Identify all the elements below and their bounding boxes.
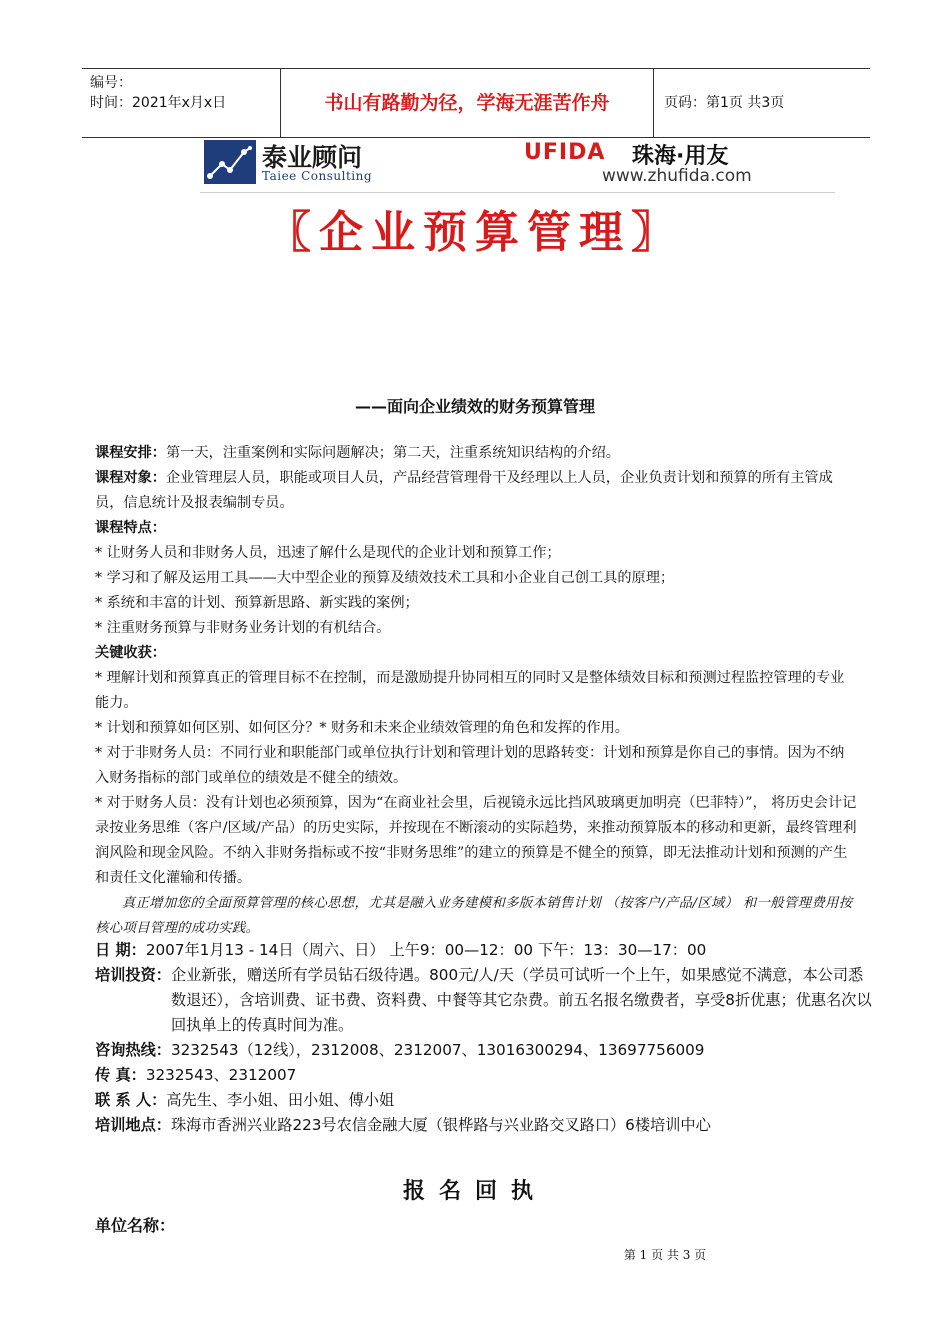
audience-text: 企业管理层人员，职能或项目人员，产品经营管理骨干及经理以上人员，企业负责计划和预算的所有主管成员，信息统计及报表编制专员。 [95,470,833,511]
info-label: 咨询热线： [95,1041,171,1059]
page-title: 〖企业预算管理〗 [267,207,683,258]
header-meta-cell [82,69,281,137]
info-label: 日 期： [95,941,146,959]
gain-item: * 理解计划和预算真正的管理目标不在控制，而是激励提升协同相互的同时又是整体绩效目标和预测过程监控管理的专业能力。 [95,670,845,711]
document-header [82,68,870,138]
feature-item: * 系统和丰富的计划、预算新思路、新实践的案例； [95,595,419,611]
doc-number: 编号： [90,75,132,91]
taiee-logo [204,138,394,186]
training-info [95,938,875,1138]
info-row-date [95,938,875,963]
audience-para [95,466,857,516]
info-value: 2007年1月13 - 14日（周六、日） 上午9：00—12：00 下午：13：30—17：00 [145,941,707,959]
info-row-contacts [95,1088,875,1113]
taiee-logo-icon [204,140,256,184]
info-label: 联 系 人： [95,1091,167,1109]
info-label: 传 真： [95,1066,146,1084]
info-value: 珠海市香洲兴业路223号农信金融大厦（银桦路与兴业路交叉路口）6楼培训中心 [170,1116,711,1134]
audience-label: 课程对象： [95,470,166,486]
gains-heading: 关键收获： [95,645,166,661]
ufida-cn: 珠海·用友 [632,144,729,169]
info-value: 3232543、2312007 [145,1066,297,1084]
page-subtitle: ——面向企业绩效的财务预算管理 [354,397,595,416]
ufida-brand: UFIDA [524,140,606,165]
unit-name-label: 单位名称： [95,1216,176,1235]
info-row-fee [95,963,875,1038]
header-page-cell [654,69,870,137]
features-heading: 课程特点： [95,520,166,536]
info-value: 高先生、李小姐、田小姐、傅小姐 [166,1091,395,1109]
page-footer: 第 1 页 共 3 页 [623,1248,707,1262]
motto: 书山有路勤为径，学海无涯苦作舟 [324,92,610,114]
schedule-label: 课程安排： [95,445,166,461]
feature-item: * 学习和了解及运用工具——大中型企业的预算及绩效技术工具和小企业自己创工具的原理； [95,570,675,586]
gain-item: * 对于非财务人员：不同行业和职能部门或单位执行计划和管理计划的思路转变：计划和预算是你自己的事情。因为不纳入财务指标的部门或单位的绩效是不健全的绩效。 [95,745,845,786]
gain-item: * 计划和预算如何区别、如何区分？* 财务和未来企业绩效管理的角色和发挥的作用。 [95,720,629,736]
info-value: 3232543（12线），2312008、2312007、13016300294、13697756009 [170,1041,705,1059]
header-motto-cell [281,69,654,137]
gain-item: * 对于财务人员：没有计划也必须预算，因为“在商业社会里，后视镜永远比挡风玻璃更加明亮（巴菲特）”， 将历史会计记录按业务思维（客户/区域/产品）的历史实际，并按现在不断滚动的实际趋势，来推动预算版本的移动和更新，最终管理利润风险和现金风险。不纳入非财务指标或不按“非财务思维”的建立的预算是不健全的预算，即无法推动计划和预测的产生和责任文化灌输和传播。 [95,795,857,886]
logo-divider [200,192,835,193]
taiee-logo-cn: 泰业顾问 [262,143,363,172]
info-label: 培训投资： [95,966,171,984]
doc-time: 时间：2021年x月x日 [90,95,227,111]
info-row-location [95,1113,875,1138]
info-row-fax [95,1063,875,1088]
schedule-text: 第一天，注重案例和实际问题解决；第二天，注重系统知识结构的介绍。 [165,445,620,461]
feature-item: * 让财务人员和非财务人员，迅速了解什么是现代的企业计划和预算工作； [95,545,561,561]
taiee-logo-en: Taiee Consulting [262,169,373,183]
closing-para: 真正增加您的全面预算管理的核心思想，尤其是融入业务建模和多版本销售计划 （按客户/产品/区域） 和一般管理费用按核心项目管理的成功实践。 [95,896,853,936]
ufida-site: www.zhufida.com [602,166,752,186]
ufida-logo [520,138,820,192]
page-info: 页码：第1页 共3页 [664,95,785,111]
feature-item: * 注重财务预算与非财务业务计划的有机结合。 [95,620,391,636]
info-row-hotline [95,1038,875,1063]
course-description [95,441,857,941]
info-label: 培训地点： [95,1116,171,1134]
registration-title: 报名回执 [402,1179,547,1204]
info-value: 企业新张，赠送所有学员钻石级待遇。800元/人/天（学员可试听一个上午，如果感觉不满意，本公司悉数退还），含培训费、证书费、资料费、中餐等其它杂费。前五名报名缴费者，享受8折优惠；优惠名次以回执单上的传真时间为准。 [170,966,872,1034]
schedule-para [95,441,857,466]
